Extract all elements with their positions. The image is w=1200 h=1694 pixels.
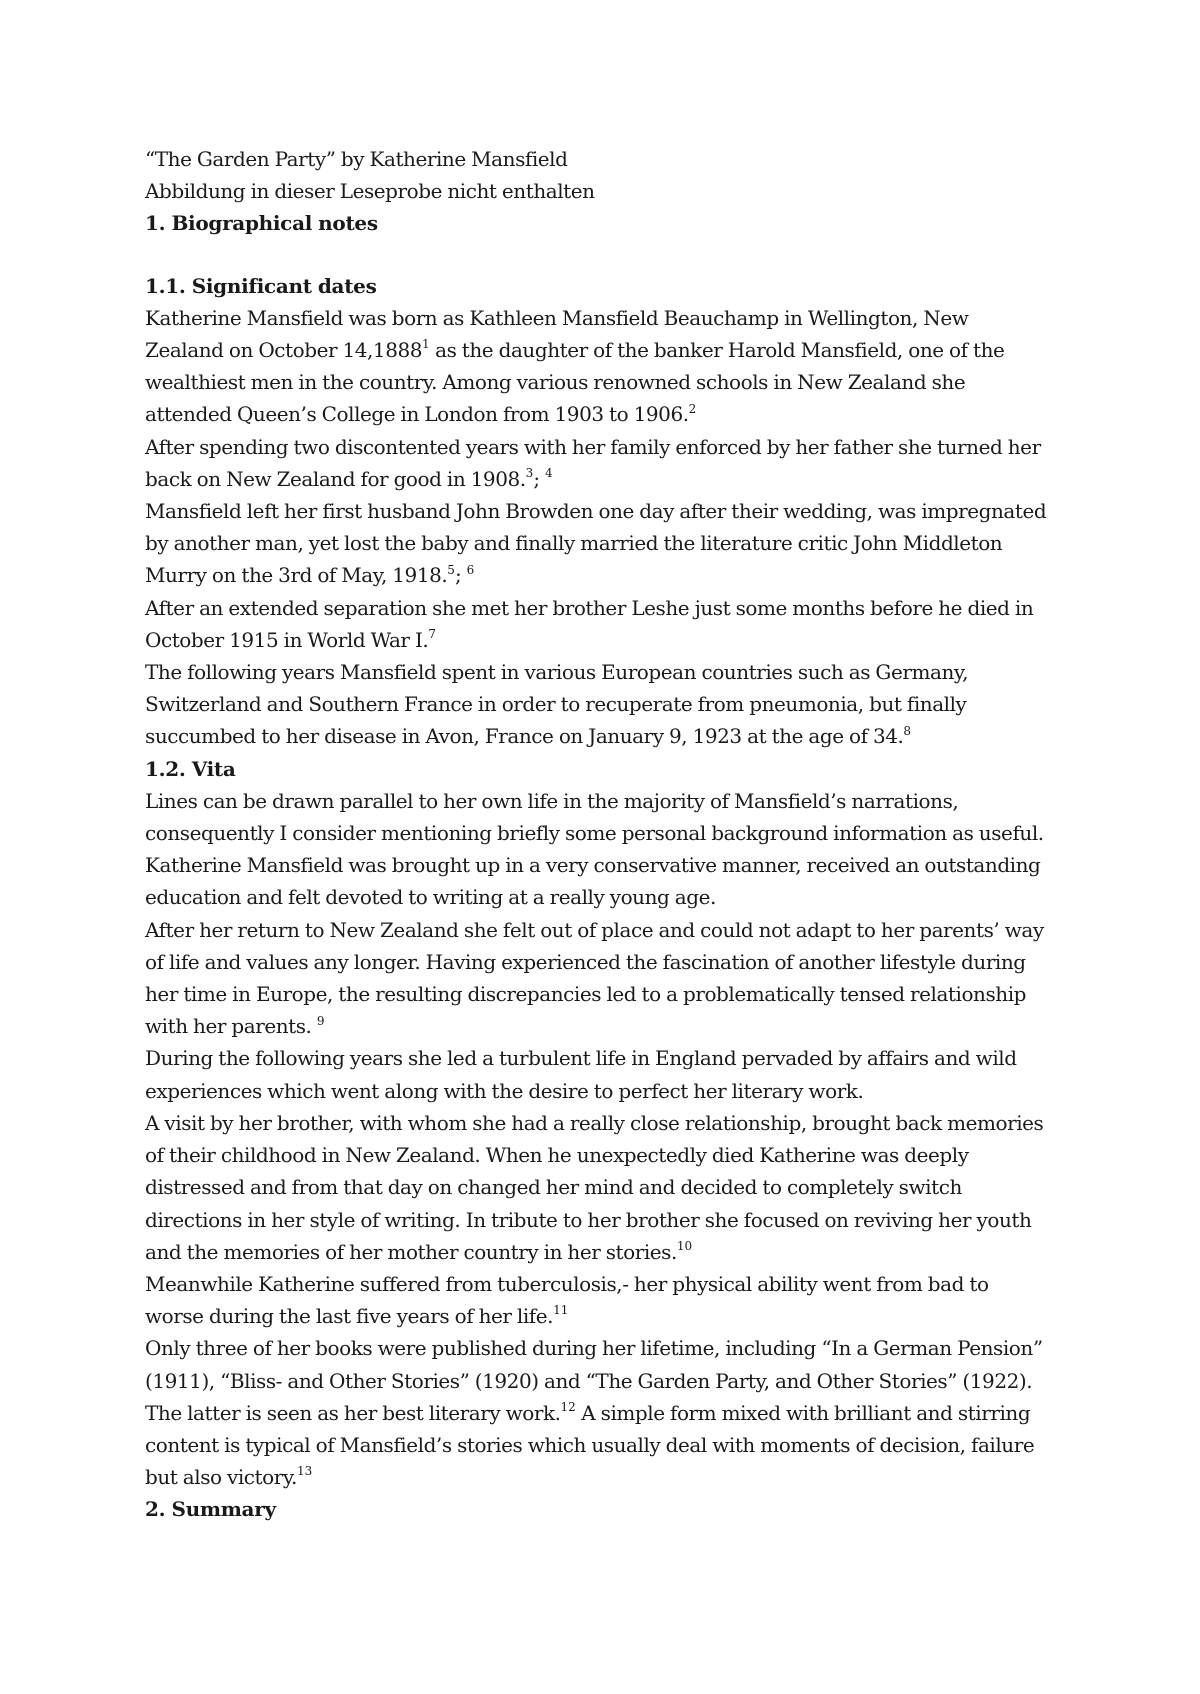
- paragraph-line: The latter is seen as her best literary work.$^{12}$ A simple form mixed with brilliant and stirring: [145, 1400, 1031, 1425]
- document-body: [145, 143, 1085, 1526]
- section-heading-vita: 1.2. Vita: [145, 756, 236, 781]
- paragraph-line: After her return to New Zealand she felt out of place and could not adapt to her parents’ way: [145, 917, 1044, 942]
- footnote-ref[interactable]: 3: [525, 466, 534, 481]
- paragraph-line: by another man, yet lost the baby and finally married the literature critic John Middleton: [145, 531, 1003, 556]
- paragraph-line: Switzerland and Southern France in order to recuperate from pneumonia, but finally: [145, 692, 967, 717]
- footnote-ref[interactable]: 8: [903, 723, 912, 738]
- footnote-ref[interactable]: 2: [688, 401, 697, 416]
- paragraph-line: The following years Mansfield spent in various European countries such as Germany,: [145, 660, 968, 685]
- paragraph-line: and the memories of her mother country in her stories.$^{10}$: [145, 1239, 693, 1264]
- paragraph-line: worse during the last five years of her life.$^{11}$: [145, 1303, 569, 1329]
- paragraph-line: Mansfield left her first husband John Browden one day after their wedding, was impregnated: [145, 499, 1047, 524]
- paragraph-line: distressed and from that day on changed her mind and decided to completely switch: [145, 1175, 962, 1200]
- paragraph-line: her time in Europe, the resulting discrepancies led to a problematically tensed relationship: [145, 982, 1027, 1007]
- paragraph-line: During the following years she led a turbulent life in England pervaded by affairs and wild: [145, 1046, 1017, 1071]
- paragraph-line: back on New Zealand for good in 1908.$^3$; $^4$: [145, 466, 553, 491]
- paragraph-line: of life and values any longer. Having experienced the fascination of another lifestyle during: [145, 949, 1026, 974]
- paragraph-line: Katherine Mansfield was brought up in a very conservative manner, received an outstanding: [145, 853, 1041, 878]
- paragraph-line: Murry on the 3rd of May, 1918.$^5$; $^6$: [145, 562, 475, 588]
- paragraph-line: but also victory.$^{13}$: [145, 1464, 313, 1490]
- paragraph-line: A visit by her brother, with whom she had a really close relationship, brought back memories: [145, 1110, 1044, 1135]
- paragraph-line: After an extended separation she met her brother Leshe just some months before he died in: [145, 595, 1034, 620]
- footnote-ref[interactable]: 1: [422, 337, 430, 352]
- paragraph-line: Zealand on October 14,1888$^1$ as the daughter of the banker Harold Mansfield, one of the: [145, 337, 1005, 363]
- paragraph-line: Lines can be drawn parallel to her own life in the majority of Mansfield’s narrations,: [145, 788, 959, 813]
- document-title: “The Garden Party” by Katherine Mansfield: [145, 147, 568, 171]
- footnote-ref[interactable]: 6: [466, 562, 475, 577]
- footnote-ref[interactable]: 9: [316, 1013, 325, 1028]
- paragraph-line: content is typical of Mansfield’s stories which usually deal with moments of decision, failure: [145, 1432, 1035, 1457]
- paragraph-line: Only three of her books were published during her lifetime, including “In a German Pension”: [145, 1336, 1043, 1361]
- paragraph-line: Meanwhile Katherine suffered from tuberculosis,- her physical ability went from bad to: [145, 1271, 989, 1296]
- paragraph-line: wealthiest men in the country. Among various renowned schools in New Zealand she: [145, 370, 966, 395]
- section-heading-significant-dates: 1.1. Significant dates: [145, 273, 377, 298]
- paragraph-line: directions in her style of writing. In tribute to her brother she focused on reviving her youth: [145, 1207, 1032, 1232]
- paragraph-line: October 1915 in World War I.$^7$: [145, 627, 436, 652]
- footnote-ref[interactable]: 4: [545, 466, 553, 481]
- paragraph-line: succumbed to her disease in Avon, France on January 9, 1923 at the age of 34.$^8$: [145, 723, 912, 749]
- paragraph-line: education and felt devoted to writing at a really young age.: [145, 885, 716, 910]
- footnote-ref[interactable]: 11: [553, 1303, 569, 1318]
- footnote-ref[interactable]: 10: [676, 1239, 693, 1254]
- section-heading-summary: 2. Summary: [145, 1497, 276, 1522]
- footnote-ref[interactable]: 5: [447, 562, 455, 577]
- paragraph-line: attended Queen’s College in London from 1903 to 1906.$^2$: [145, 401, 697, 427]
- footnote-ref[interactable]: 12: [560, 1400, 576, 1415]
- paragraph-line: of their childhood in New Zealand. When he unexpectedly died Katherine was deeply: [145, 1143, 969, 1168]
- blank-line: [145, 240, 1085, 270]
- paragraph-line: After spending two discontented years with her family enforced by her father she turned her: [145, 434, 1041, 459]
- paragraph-line: consequently I consider mentioning briefly some personal background information as useful.: [145, 821, 1044, 846]
- section-heading-biographical-notes: 1. Biographical notes: [145, 211, 378, 236]
- footnote-ref[interactable]: 13: [296, 1464, 313, 1479]
- paragraph-line: Katherine Mansfield was born as Kathleen Mansfield Beauchamp in Wellington, New: [145, 305, 969, 330]
- paragraph-line: with her parents. $^9$: [145, 1013, 325, 1039]
- paragraph-line: (1911), “Bliss- and Other Stories” (1920) and “The Garden Party, and Other Stories” (1922).: [145, 1368, 1033, 1393]
- image-placeholder-note: Abbildung in dieser Leseprobe nicht enthalten: [145, 179, 595, 204]
- footnote-ref[interactable]: 7: [428, 627, 436, 642]
- paragraph-line: experiences which went along with the desire to perfect her literary work.: [145, 1078, 864, 1103]
